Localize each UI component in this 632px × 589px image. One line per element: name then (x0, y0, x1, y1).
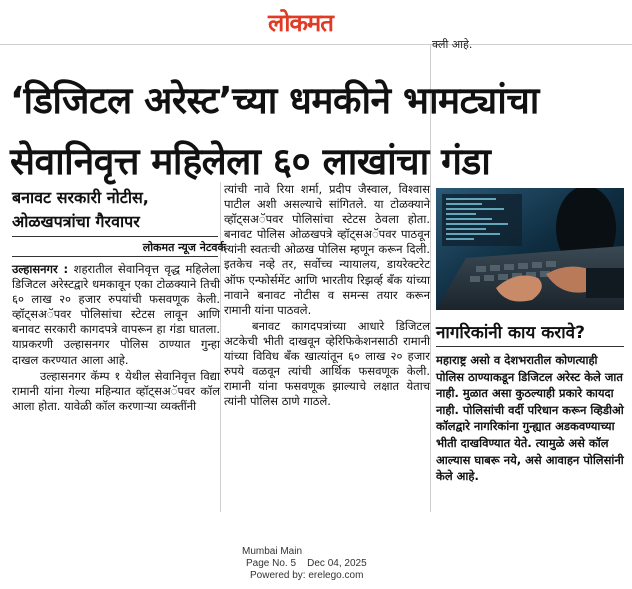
byline: लोकमत न्यूज नेटवर्क (142, 241, 226, 254)
sidebar-rule (436, 346, 624, 347)
masthead (0, 0, 632, 51)
headline-line: सेवानिवृत्त महिलेला ६० लाखांचा गंडा (10, 140, 491, 183)
article-column-1 (12, 262, 220, 415)
powered-by[interactable]: Powered by: erelego.com (250, 570, 364, 581)
edition-name: Mumbai Main (242, 546, 303, 557)
page-number-date: Page No. 5 Dec 04, 2025 (246, 558, 367, 569)
article-paragraph: बनावट कागदपत्रांच्या आधारे डिजिटल अटकेची भीती दाखवून व्हेरिफिकेशनसाठी रामानी यांच्या विविध बँक खात्यांतून ६० लाख २० हजार रुपये वळवून त्यांची आर्थिक फसवणूक केली. रामानी यांना फसवणूक झाल्याचे लक्षात येताच त्यांनी पोलिस ठाणे गाठले. (224, 318, 430, 409)
byline-rule (12, 256, 218, 257)
subhead-rule (12, 236, 218, 237)
subhead-line: ओळखपत्रांचा गैरवापर (12, 212, 140, 231)
column-divider (220, 182, 221, 512)
sidebar-text: महाराष्ट्र असो व देशभरातील कोणत्याही पोलिस ठाण्याकडून डिजिटल अरेस्ट केले जात नाही. मुळात असा कुठल्याही प्रकारे कायदा नाही. पोलिसांची वर्दी परिधान करून व्हिडीओ कॉलद्वारे नागरिकांना गुन्ह्यात अडकवण्याच्या भीती दाखविण्यात येते. त्यामुळे असे कॉल आल्यास घाबरू नये, असे आवाहन पोलिसांनी केले आहे. (436, 353, 624, 484)
page-footer (230, 546, 390, 582)
subhead-line: बनावट सरकारी नोटीस, (12, 188, 149, 207)
dateline: उल्हासनगर : (12, 262, 69, 276)
lokmat-logo[interactable]: लोकमत (268, 8, 333, 37)
headline-line: ‘डिजिटल अरेस्ट’च्या धमकीने भामट्यांचा (10, 79, 539, 122)
previous-article-fragment: क्ली आहे. (432, 38, 473, 51)
article-headline (10, 70, 626, 192)
column-divider (430, 182, 431, 512)
sidebar-title: नागरिकांनी काय करावे? (436, 323, 585, 343)
photo-illustration (436, 188, 624, 310)
paragraph-text: शहरातील सेवानिवृत्त वृद्ध महिलेला डिजिटल अरेस्टद्वारे धमकावून एका टोळक्याने तिची ६० लाख २० हजार रुपयांची फसवणूक केली. व्हॉट्सअॅपवर पोलिसांचा स्टेटस लावून आणि बनावट सरकारी कागदपत्रे वापरून हा गंडा घातला. याप्रकरणी उल्हासनगर पोलिस ठाण्यात गुन्हा दाखल करण्यात आला आहे. (12, 262, 221, 367)
article-paragraph: उल्हासनगर कॅम्प १ येथील सेवानिवृत्त विद्या रामानी यांना गेल्या महिन्यात व्हॉट्सअॅपवर कॉल आला होता. यावेळी कॉल करणाऱ्या व्यक्तींनी (12, 368, 220, 413)
hacker-keyboard-photo (436, 188, 624, 310)
article-paragraph (12, 262, 220, 368)
article-paragraph: त्यांची नावे रिया शर्मा, प्रदीप जैस्वाल, विश्वास पाटील अशी असल्याचे सांगितले. या टोळक्याने व्हॉट्सअॅपवर पोलिसांचा स्टेटस ठेवला होता. बनावट पोलिस ओळखपत्रे व्हॉट्सअॅपवर पाठवून त्यांनी स्वतःची ओळख पोलिस म्हणून करून दिली. इतकेच नव्हे तर, सर्वोच्च न्यायालय, डायरेक्टरेट ऑफ एन्फोर्समेंट आणि भारतीय रिझर्व्ह बँक यांच्या नावाने बनावट नोटीस व समन्स तयार करून रामानी यांना पाठवले. (224, 182, 430, 317)
article-subheadline (12, 186, 212, 234)
article-column-2 (224, 182, 430, 410)
